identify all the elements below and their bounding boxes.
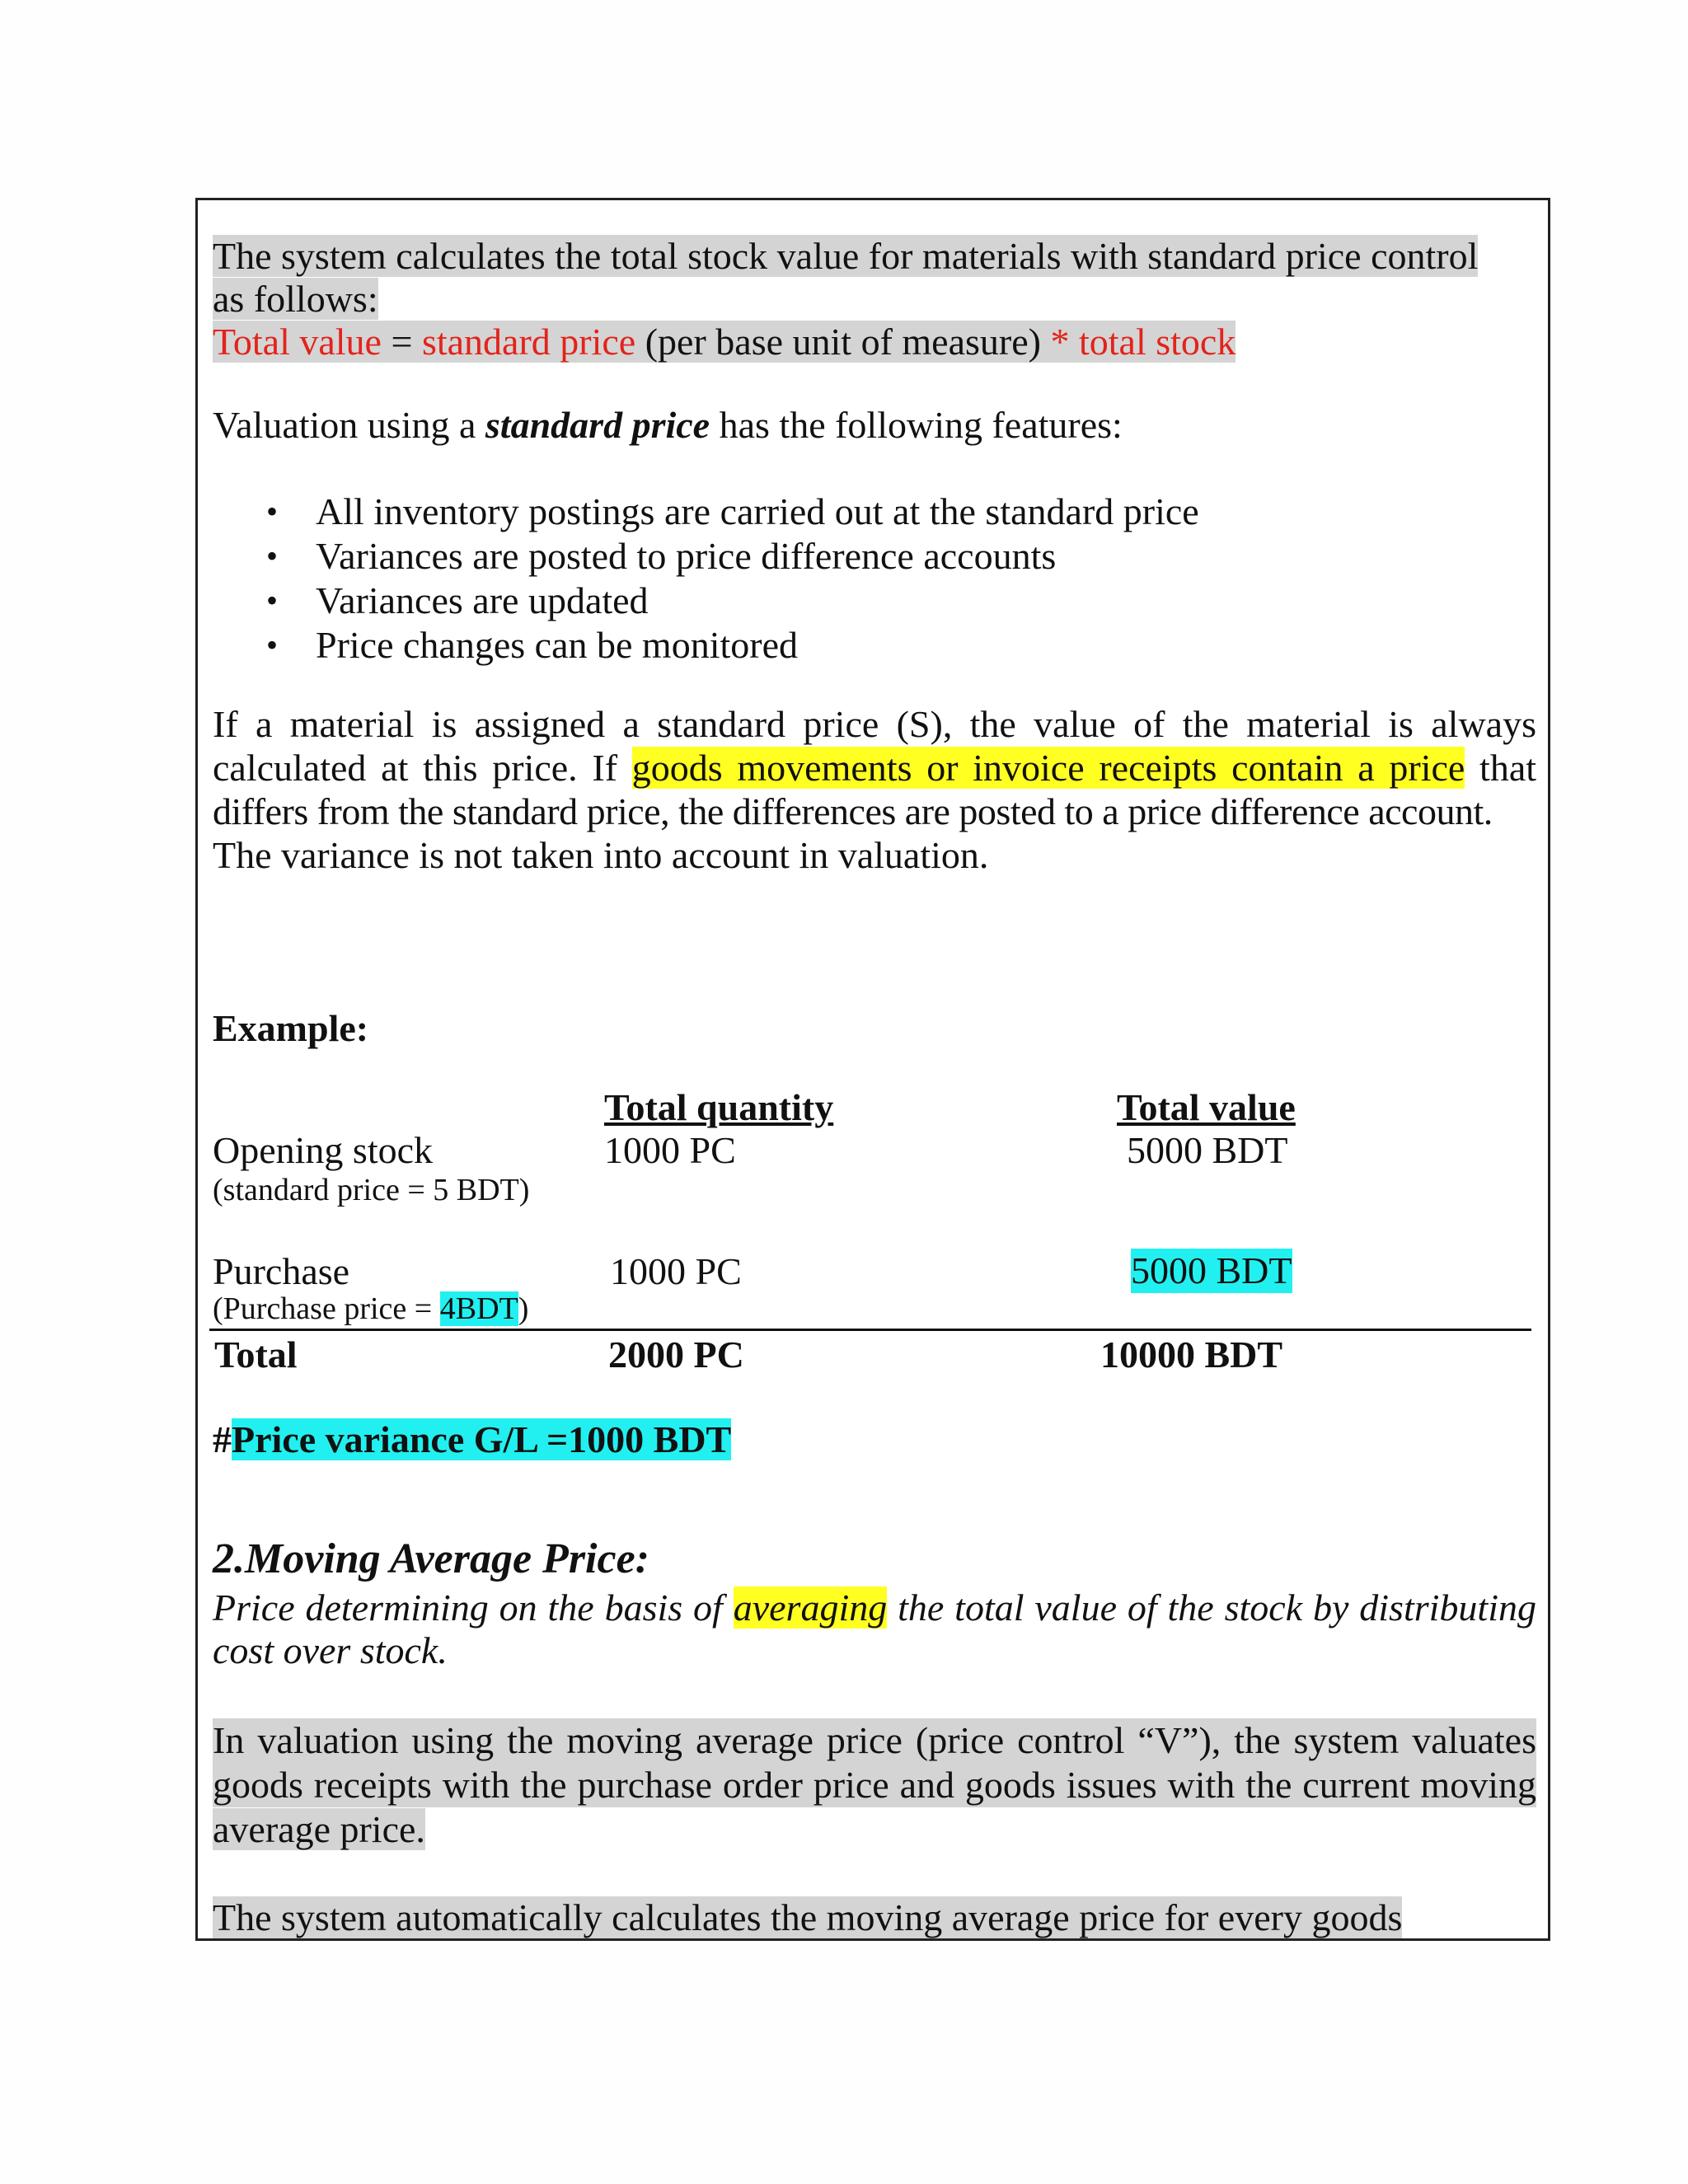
features-suffix: has the following features: [710,404,1123,446]
paragraph-1-line-1: In valuation using the moving average price (price control “V”), the system valuates [213,1719,1536,1761]
explanation-text: calculated at this price. If [213,747,632,789]
definition-text: Price determining on the basis of [213,1586,734,1629]
opening-stock-value: 5000 BDT [1127,1129,1288,1171]
moving-average-definition [213,1586,1536,1672]
explanation-paragraph [213,702,1536,877]
list-item [213,534,1449,579]
features-list [213,490,1449,668]
list-item [213,623,1449,668]
definition-line-2: cost over stock. [213,1629,448,1671]
definition-line-1 [213,1586,1536,1629]
moving-average-paragraph-2 [213,1896,1402,1940]
explanation-highlight: goods movements or invoice receipts contain a price [631,747,1465,789]
explanation-text: that [1465,747,1537,789]
formula [213,321,1478,363]
moving-average-paragraph-1 [213,1718,1536,1852]
paragraph-1-line-3: average price. [213,1808,425,1850]
row-label-opening-stock: Opening stock [213,1129,434,1171]
variance-hash: # [213,1418,232,1460]
variance-highlight: Price variance G/L =1000 BDT [232,1418,732,1460]
total-label: Total [214,1333,298,1376]
formula-standard-price: standard price [421,321,636,363]
formula-total-stock: * total stock [1050,321,1236,363]
purchase-price-highlight: 4BDT [439,1291,518,1326]
list-item [213,490,1449,534]
features-prefix: Valuation using a [213,404,485,446]
formula-unit: (per base unit of measure) [635,321,1051,363]
purchase-value: 5000 BDT [1131,1249,1292,1291]
bullet-icon: • [266,626,279,663]
example-heading: Example: [213,1007,369,1049]
feature-text: Variances are updated [316,579,649,621]
definition-text: the total value of the stock by distributing [887,1586,1536,1629]
row-sub-purchase [213,1289,528,1329]
explanation-line-2 [213,746,1536,790]
paragraph-2-line-1: The system automatically calculates the moving average price for every goods [213,1896,1403,1938]
features-emphasis: standard price [485,404,710,446]
explanation-line-4: The variance is not taken into account in valuation. [213,834,989,876]
explanation-line-1: If a material is assigned a standard price (S), the value of the material is always [213,703,1536,745]
opening-stock-quantity: 1000 PC [604,1129,736,1171]
intro-line-1: The system calculates the total stock value for materials with standard price control [213,235,1479,277]
definition-highlight: averaging [733,1586,888,1629]
formula-equals: = [381,321,422,363]
column-header-quantity: Total quantity [604,1086,834,1128]
column-header-value: Total value [1117,1086,1296,1128]
total-quantity: 2000 PC [608,1333,744,1376]
feature-text: Price changes can be monitored [316,624,798,666]
total-divider [209,1329,1531,1331]
intro-block [213,235,1478,363]
row-label-purchase: Purchase [213,1250,350,1292]
price-variance [213,1418,731,1462]
purchase-sub-text: ) [518,1291,529,1326]
total-value: 10000 BDT [1100,1333,1283,1376]
intro-line-2: as follows: [213,278,378,320]
purchase-sub-text: (Purchase price = [213,1291,440,1326]
bullet-icon: • [266,537,279,574]
list-item [213,579,1449,623]
bullet-icon: • [266,493,279,530]
moving-average-heading: 2.Moving Average Price: [213,1535,649,1582]
feature-text: Variances are posted to price difference accounts [316,535,1057,577]
document-frame [195,198,1550,1941]
feature-text: All inventory postings are carried out at the standard price [316,490,1199,532]
features-intro [213,404,1123,447]
formula-total-value: Total value [213,321,382,363]
paragraph-1-line-2: goods receipts with the purchase order price and goods issues with the current moving [213,1764,1536,1806]
bullet-icon: • [266,582,279,619]
row-sub-opening-stock: (standard price = 5 BDT) [213,1173,530,1207]
explanation-line-3: differs from the standard price, the differences are posted to a price difference account. [213,790,1493,832]
purchase-quantity: 1000 PC [610,1250,742,1292]
